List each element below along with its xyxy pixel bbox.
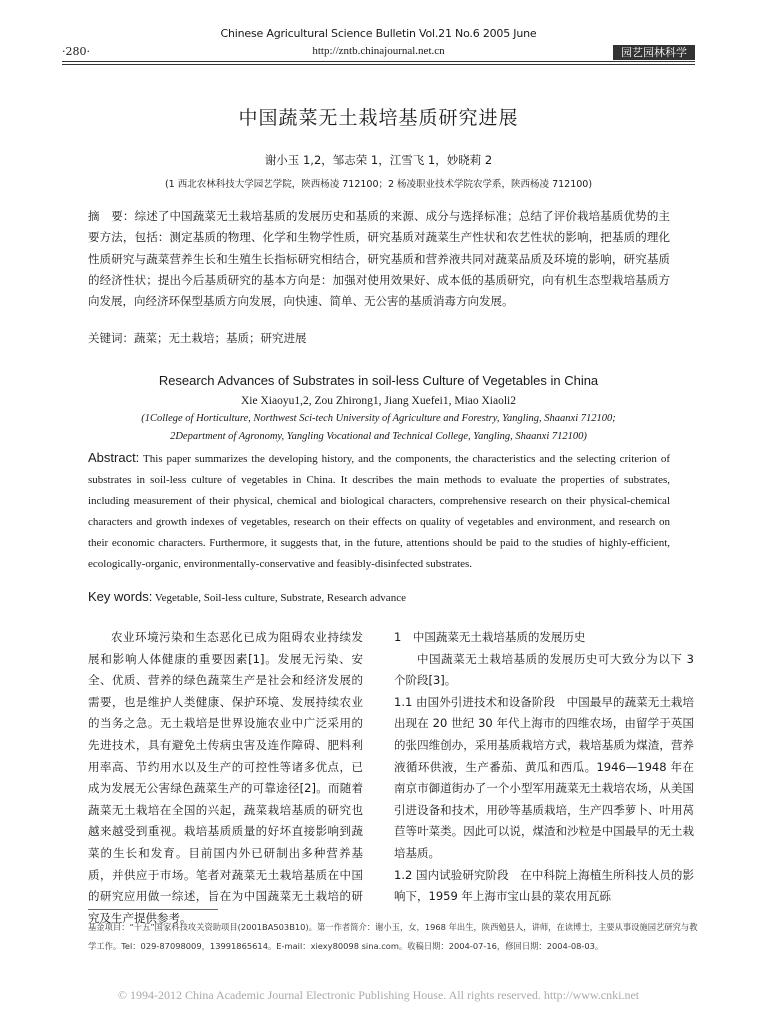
header-rule-thick — [62, 61, 695, 62]
subsection-1-1 — [394, 692, 694, 865]
footnote: 基金项目：“十五”国家科技攻关资助项目(2001BA503B10)。第一作者简介：谢小玉，女，1968 年出生，陕西勉县人，讲师，在读博士，主要从事设施园艺研究与教学工作。Tel：029-87098009，13991865614。E-mail：xiexy80098 sina.com。收稿日期：2004-07-16，修回日期：2004-08-03。 — [88, 922, 698, 951]
page-number: ·280· — [62, 45, 90, 58]
section-1-heading: 1 中国蔬菜无土栽培基质的发展历史 — [394, 630, 586, 644]
header-rule-thin — [62, 64, 695, 65]
keywords-en-label: Key words: — [88, 589, 153, 604]
affiliation-en-2: 2Department of Agronomy, Yangling Vocational and Technical College, Yangling, Shaanxi 712100) — [170, 431, 587, 442]
abstract-en — [88, 448, 670, 574]
section-1-intro: 中国蔬菜无土栽培基质的发展历史可大致分为以下 3 个阶段[3]。 — [394, 651, 694, 688]
affiliations-cn: (1 西北农林科技大学园艺学院，陕西杨凌 712100；2 杨凌职业技术学院农学系，陕西杨凌 712100) — [164, 179, 593, 190]
intro-paragraph: 农业环境污染和生态恶化已成为阻碍农业持续发展和影响人体健康的重要因素[1]。发展无污染、安全、优质、营养的绿色蔬菜生产是社会和经济发展的需要，也是维护人类健康、保护环境、发展持续农业的当务之急。无土栽培是世界设施农业中广泛采用的先进技术，具有避免土传病虫害及连作障碍、肥料利用率高、节约用水以及生产的可控性等诸多优点，已成为发展无公害绿色蔬菜生产的可靠途径[2]。而随着蔬菜无土栽培在全国的兴起，蔬菜栽培基质的研究也越来越受到重视。栽培基质质量的好坏直接影响到蔬菜的生长和发育。目前国内外已研制出多种营养基质，并供应于市场。笔者对蔬菜无土栽培基质在中国的研究应用做一综述，旨在为中国蔬菜无土栽培的研究及生产提供参考。 — [88, 630, 363, 925]
subsection-1-2 — [394, 865, 694, 908]
subsection-1-2-text: 在中科院上海植生所科技人员的影响下，1959 年上海市宝山县的菜农用瓦砾 — [394, 867, 695, 904]
footnote-rule — [88, 909, 218, 910]
affiliation-en-1: (1College of Horticulture, Northwest Sci-tech University of Agriculture and Forestry, Yangling, Shaanxi 712100; — [141, 413, 616, 424]
journal-header: Chinese Agricultural Science Bulletin Vol.21 No.6 2005 June — [220, 27, 537, 40]
subsection-1-2-heading: 1.2 国内试验研究阶段 — [394, 867, 509, 882]
section-1 — [394, 627, 694, 908]
article-title: 中国蔬菜无土栽培基质研究进展 — [238, 107, 519, 129]
abstract-cn: 摘 要：综述了中国蔬菜无土栽培基质的发展历史和基质的来源、成分与选择标准；总结了评价栽培基质优势的主要方法，包括：测定基质的物理、化学和生物学性质，研究基质对蔬菜生产性状和农艺性状的影响，把基质的理化性质研究与蔬菜营养生长和生殖生长指标研究相结合，研究基质和营养液共同对蔬菜品质及环境的影响，研究基质的经济性状；提出今后基质研究的基本方向是：加强对使用效果好、成本低的基质研究，向有机生态型栽培基质方向发展，向经济环保型基质方向发展，向快速、简单、无公害的基质消毒方向发展。 — [88, 209, 670, 309]
keywords-en — [88, 589, 670, 604]
copyright-notice: © 1994-2012 China Academic Journal Electronic Publishing House. All rights reserved. http://www.cnki.net — [117, 988, 640, 1002]
authors-cn: 谢小玉 1,2，邹志荣 1，江雪飞 1，妙晓莉 2 — [264, 153, 493, 167]
journal-url[interactable]: http://zntb.chinajournal.net.cn — [312, 45, 445, 57]
abstract-en-text: This paper summarizes the developing history, and the components, the characteristics and the selecting criterion of substrates in soil-less culture of vegetables in China. It describes the main methods to evaluate the properties of substrates, including measurement of their physical, chemical and biological characters, comprehensive research on their physical-chemical characters and growth indexes of vegetables, research on their effects on quality of vegetables and environment, and research on their economic characters. Furthermore, it suggests that, in the future, attentions should be paid to the studies of highly-efficient, ecologically-organic, environmentally-conservative and feasibly-disinfected substrates. — [88, 453, 670, 570]
subsection-1-1-text: 中国最早的蔬菜无土栽培出现在 20 世纪 30 年代上海市的四维农场，由留学于英国的张四维创办，采用基质栽培方式，栽培基质为煤渣，营养液循环供液，生产番茄、黄瓜和西瓜。1946—1948 年在南京市御道街办了一个小型军用蔬菜无土栽培农场，从美国引进设备和技术，用砂等基质栽培，生产四季萝卜、叶用莴苣等叶菜类。因此可以说，煤渣和沙粒是中国最早的无土栽培基质。 — [394, 694, 695, 860]
keywords-en-text: Vegetable, Soil-less culture, Substrate, Research advance — [154, 592, 406, 604]
keywords-cn: 关键词：蔬菜；无土栽培；基质；研究进展 — [88, 331, 307, 345]
authors-en: Xie Xiaoyu1,2, Zou Zhirong1, Jiang Xuefei1, Miao Xiaoli2 — [241, 395, 516, 407]
subsection-1-1-heading: 1.1 由国外引进技术和设备阶段 — [394, 694, 556, 709]
section-tag: 园艺园林科学 — [613, 45, 695, 60]
abstract-en-label: Abstract: — [88, 450, 140, 465]
title-en: Research Advances of Substrates in soil-less Culture of Vegetables in China — [158, 373, 599, 388]
